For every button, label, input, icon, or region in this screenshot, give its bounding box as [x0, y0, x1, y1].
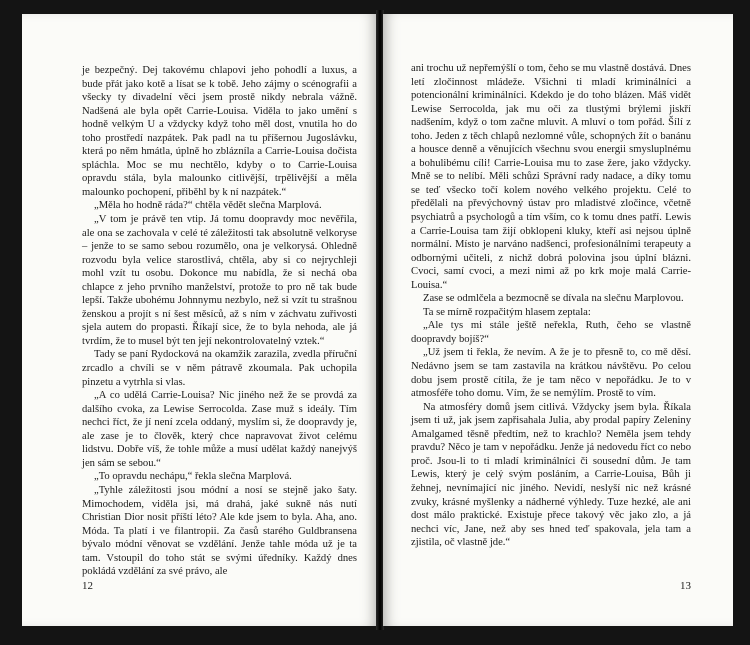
right-page [383, 14, 733, 626]
paragraph: „Ale tys mi stále ještě neřekla, Ruth, čeho se vlastně doopravdy bojíš?“ [411, 320, 691, 345]
paragraph: „Tyhle záležitosti jsou módní a nosí se stejně jako šaty. Mimochodem, viděla jsi, má drahá, jaké sukně nás nutí Christian Dior nosit příští léto? Ale kde jsem to byla. Aha, ano. Móda. Ta platí i ve filantropii. Za časů starého Guldbransena bývalo módní věnovat se vzdělání. Jenže tahle móda už je ta tam. Vstoupil do toho stát se svými úředníky. Každý dnes pokládá vzdělání za své právo, ale [82, 484, 357, 578]
right-page-text [411, 62, 691, 550]
left-page-text [82, 64, 357, 579]
left-page [22, 14, 377, 626]
paragraph: „Měla ho hodně ráda?“ chtěla vědět slečna Marplová. [94, 200, 322, 212]
paragraph: ani trochu už nepřemýšlí o tom, čeho se mu vlastně dostává. Dnes letí zločinnost mládeže. Všichni ti mladí kriminálníci a potencionální kriminálníci. Kdekdo je do toho blázen. Máš vidět Lewise Serrocolda, jak mu oči za tlustými brýlemi jiskří nadšením, když o tom začne mluvit. A mluví o tom pořád. Šílí z toho. Jeden z těch chlapů nezlomné vůle, schopných žít o banánu a housce denně a věnujících všechnu svou energii smysluplnému a bohulibému cíli! Carrie-Louisa mu to zase žere, jako vždycky. Mně se to nelíbí. Měli schůzi Správní rady nadace, a díky tomu se teď všecko točí kolem nového velkého projektu. Celé to předělali na převýchovný ústav pro mladistvé zločince, včetně psychiatrů a psychologů a tím vším, co k tomu dnes patří. Lewis a Carrie-Louisa tam žijí obklopeni kluky, kteří asi nejsou úplně normální. Místo je narváno nadšenci, profesionálními terapeuty a odbornými učiteli, z nichž dobrá polovina jsou úplní blázni. Cvoci, samí cvoci, a mezi nimi až po krk moje malá Carrie-Louisa.“ [411, 63, 691, 291]
paragraph: Ta se mírně rozpačitým hlasem zeptala: [423, 306, 591, 318]
paragraph: „Už jsem ti řekla, že nevím. A že je to přesně to, co mě děsí. Nedávno jsem se tam zastavila na krátkou návštěvu. Po celou dobu jsem prostě cítila, že je tam něco v nepořádku. Je to v atmosféře toho domu. Vím, že se nemýlím. Prostě to vím. [411, 347, 691, 400]
paragraph: je bezpečný. Dej takovému chlapovi jeho pohodlí a luxus, a bude přát jako kotě a lísat se k tobě. Jeho zájmy o scénografii a všecky ty divadelní věci jsem prostě nikdy nebrala vážně. Nadšená ale byla opět Carrie-Louisa. Viděla to jako umění s hodně velkým U a vždycky když toho měl dost, vnutila ho do toho prostředí nazpátek. Pak padl na tu příšernou Jugoslávku, která po něm hmátla, úplně ho zblázníla a Carrie-Louisa dočista spláchla. Moc se mu nechtělo, kdyby o to Carrie-Louisa opravdu stála, byla malounko citlivější, trpělivější a měla malounko pochopení, přiběhl by k ní nazpátek.“ [82, 65, 357, 198]
paragraph: Zase se odmlčela a bezmocně se dívala na slečnu Marplovou. [423, 293, 684, 305]
paragraph: Na atmosféry domů jsem citlivá. Vždycky jsem byla. Říkala jsem ti už, jak jsem zapřisahala Julia, aby prodal papíry Zeleniny Amalgamed těsně předtím, než to krachlo? Neměla jsem tehdy pravdu? Něco je tam v nepořádku. Jenže já nedovedu říct co nebo proč. Jsou-li to ti mladí kriminálníci či sousední dům. Je tam Lewis, který je celý svým posláním, a Carrie-Louisa, Bůh ji žehnej, nevnímající nic jiného. Nevidí, neslyší nic než krásné zvuky, krásné myšlenky a nádherné výhledy. Tuze hezké, ale ani dost málo praktické. Existuje přece takový věc jako zlo, a já nechci víc, Jane, než aby ses hned teď spakovala, jela tam a zjistila, oč vlastně jde.“ [411, 401, 691, 549]
paragraph: „V tom je právě ten vtip. Já tomu doopravdy moc nevěřila, ale ona se zachovala v celé té záležitosti tak absolutně velkoryse – jenže to se samo sebou rozumělo, ona je velkorysá. Ohledně rozvodu byla velice starostlivá, chtěla, aby si co nejrychleji mohl vzít tu osobu. Dokonce mu nabídla, že si nechá oba chlapce z jeho prvního manželství, protože to pro ně tak bude lepší. Takže ubohému Johnnymu nezbylo, než si vzít tu strašnou ženskou a projít s ní šest měsíců, až s ním v záchvatu zuřivosti sjela autem do propasti. Říkají sice, že to byla nehoda, ale já tvrdím, že to musel být ten její nekontrolovatelný vztek.“ [82, 214, 357, 347]
paragraph: „A co udělá Carrie-Louisa? Nic jiného než že se provdá za dalšího cvoka, za Lewise Serrocolda. Zase muž s ideály. Tím nechci říct, že jí není zcela oddaný, myslím si, že doopravdy je, ale zase je to člověk, který chce napravovat život celému lidstvu. Dobře víš, že tohle může a musí udělat každý nanejvýš jen sám se sebou.“ [82, 390, 357, 469]
page-number-right: 13 [680, 580, 691, 592]
page-number-left: 12 [82, 580, 93, 592]
paragraph: „To opravdu nechápu,“ řekla slečna Marplová. [94, 471, 292, 483]
paragraph: Tady se paní Rydocková na okamžik zarazila, zvedla příruční zrcadlo a chvíli se v něm pátravě zkoumala. Pak uchopila pinzetu a vytrhla si vlas. [82, 349, 357, 388]
